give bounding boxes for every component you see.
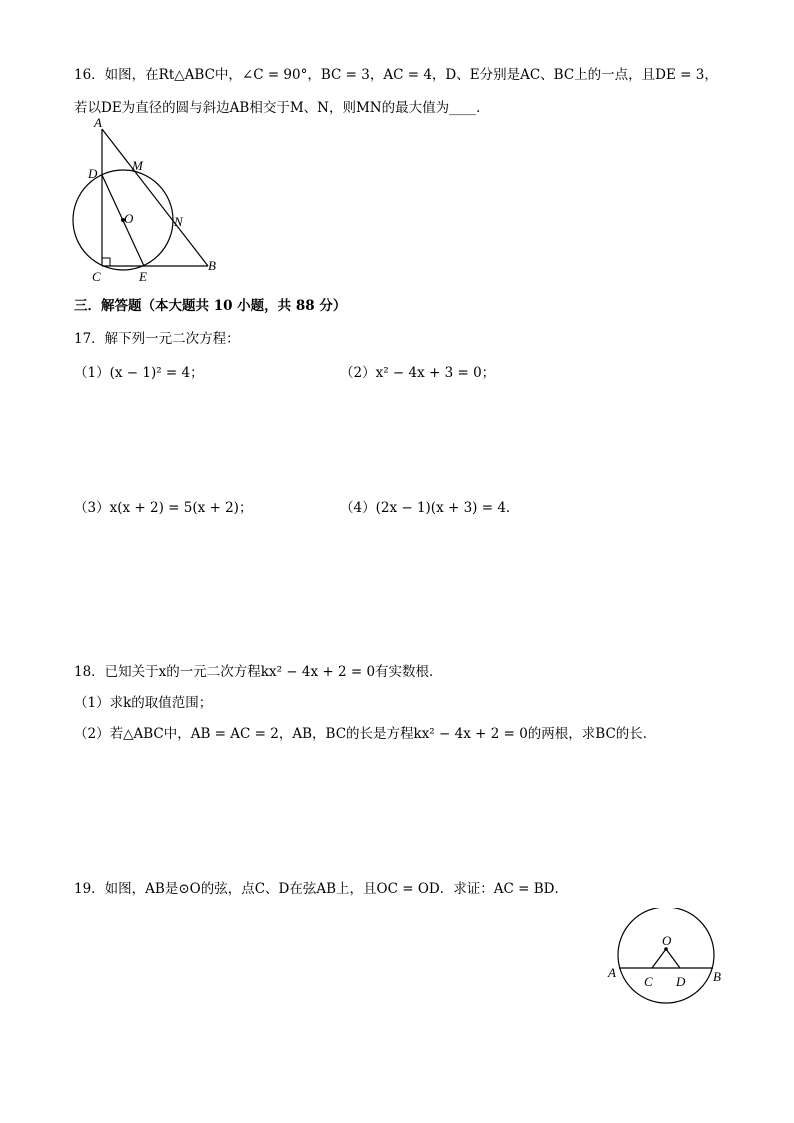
q18-stem: 18．已知关于x的一元二次方程kx² − 4x + 2 = 0有实数根． [74, 664, 443, 680]
q17-part3: （3）x(x + 2) = 5(x + 2)； [74, 500, 253, 516]
q16-line2: 若以DE为直径的圆与斜边AB相交于M、N，则MN的最大值为____． [74, 100, 490, 116]
q16-line1: 16．如图，在Rt△ABC中，∠C = 90°，BC = 3，AC = 4，D、E分别是AC、BC上的一点，且DE = 3， [74, 67, 718, 83]
label-B: B [208, 258, 216, 273]
q17-stem: 17．解下列一元二次方程： [74, 331, 240, 347]
label-A: A [94, 118, 102, 130]
label-A: A [608, 965, 616, 980]
q17-part4: （4）(2x − 1)(x + 3) = 4． [340, 500, 520, 516]
section3-title: 三．解答题（本大题共 10 小题，共 88 分） [74, 298, 347, 314]
label-M: M [132, 158, 143, 173]
label-O: O [662, 933, 672, 948]
label-D: D [88, 166, 98, 181]
label-E: E [139, 269, 147, 284]
label-B: B [713, 969, 721, 984]
q17-part1: （1）(x − 1)² = 4； [74, 365, 204, 381]
q16-figure [66, 118, 236, 288]
label-C: C [644, 974, 653, 989]
label-D: D [676, 974, 686, 989]
label-O: O [124, 211, 134, 226]
label-N: N [174, 214, 183, 229]
q17-part2: （2）x² − 4x + 3 = 0； [340, 365, 496, 381]
q19-figure [604, 908, 734, 1008]
q19-stem: 19．如图，AB是⊙O的弦，点C、D在弦AB上，且OC = OD．求证：AC = BD． [74, 881, 568, 897]
label-C: C [92, 269, 101, 284]
q18-part2: （2）若△ABC中，AB = AC = 2，AB，BC的长是方程kx² − 4x + 2 = 0的两根，求BC的长． [74, 726, 657, 742]
q18-part1: （1）求k的取值范围； [74, 695, 213, 711]
